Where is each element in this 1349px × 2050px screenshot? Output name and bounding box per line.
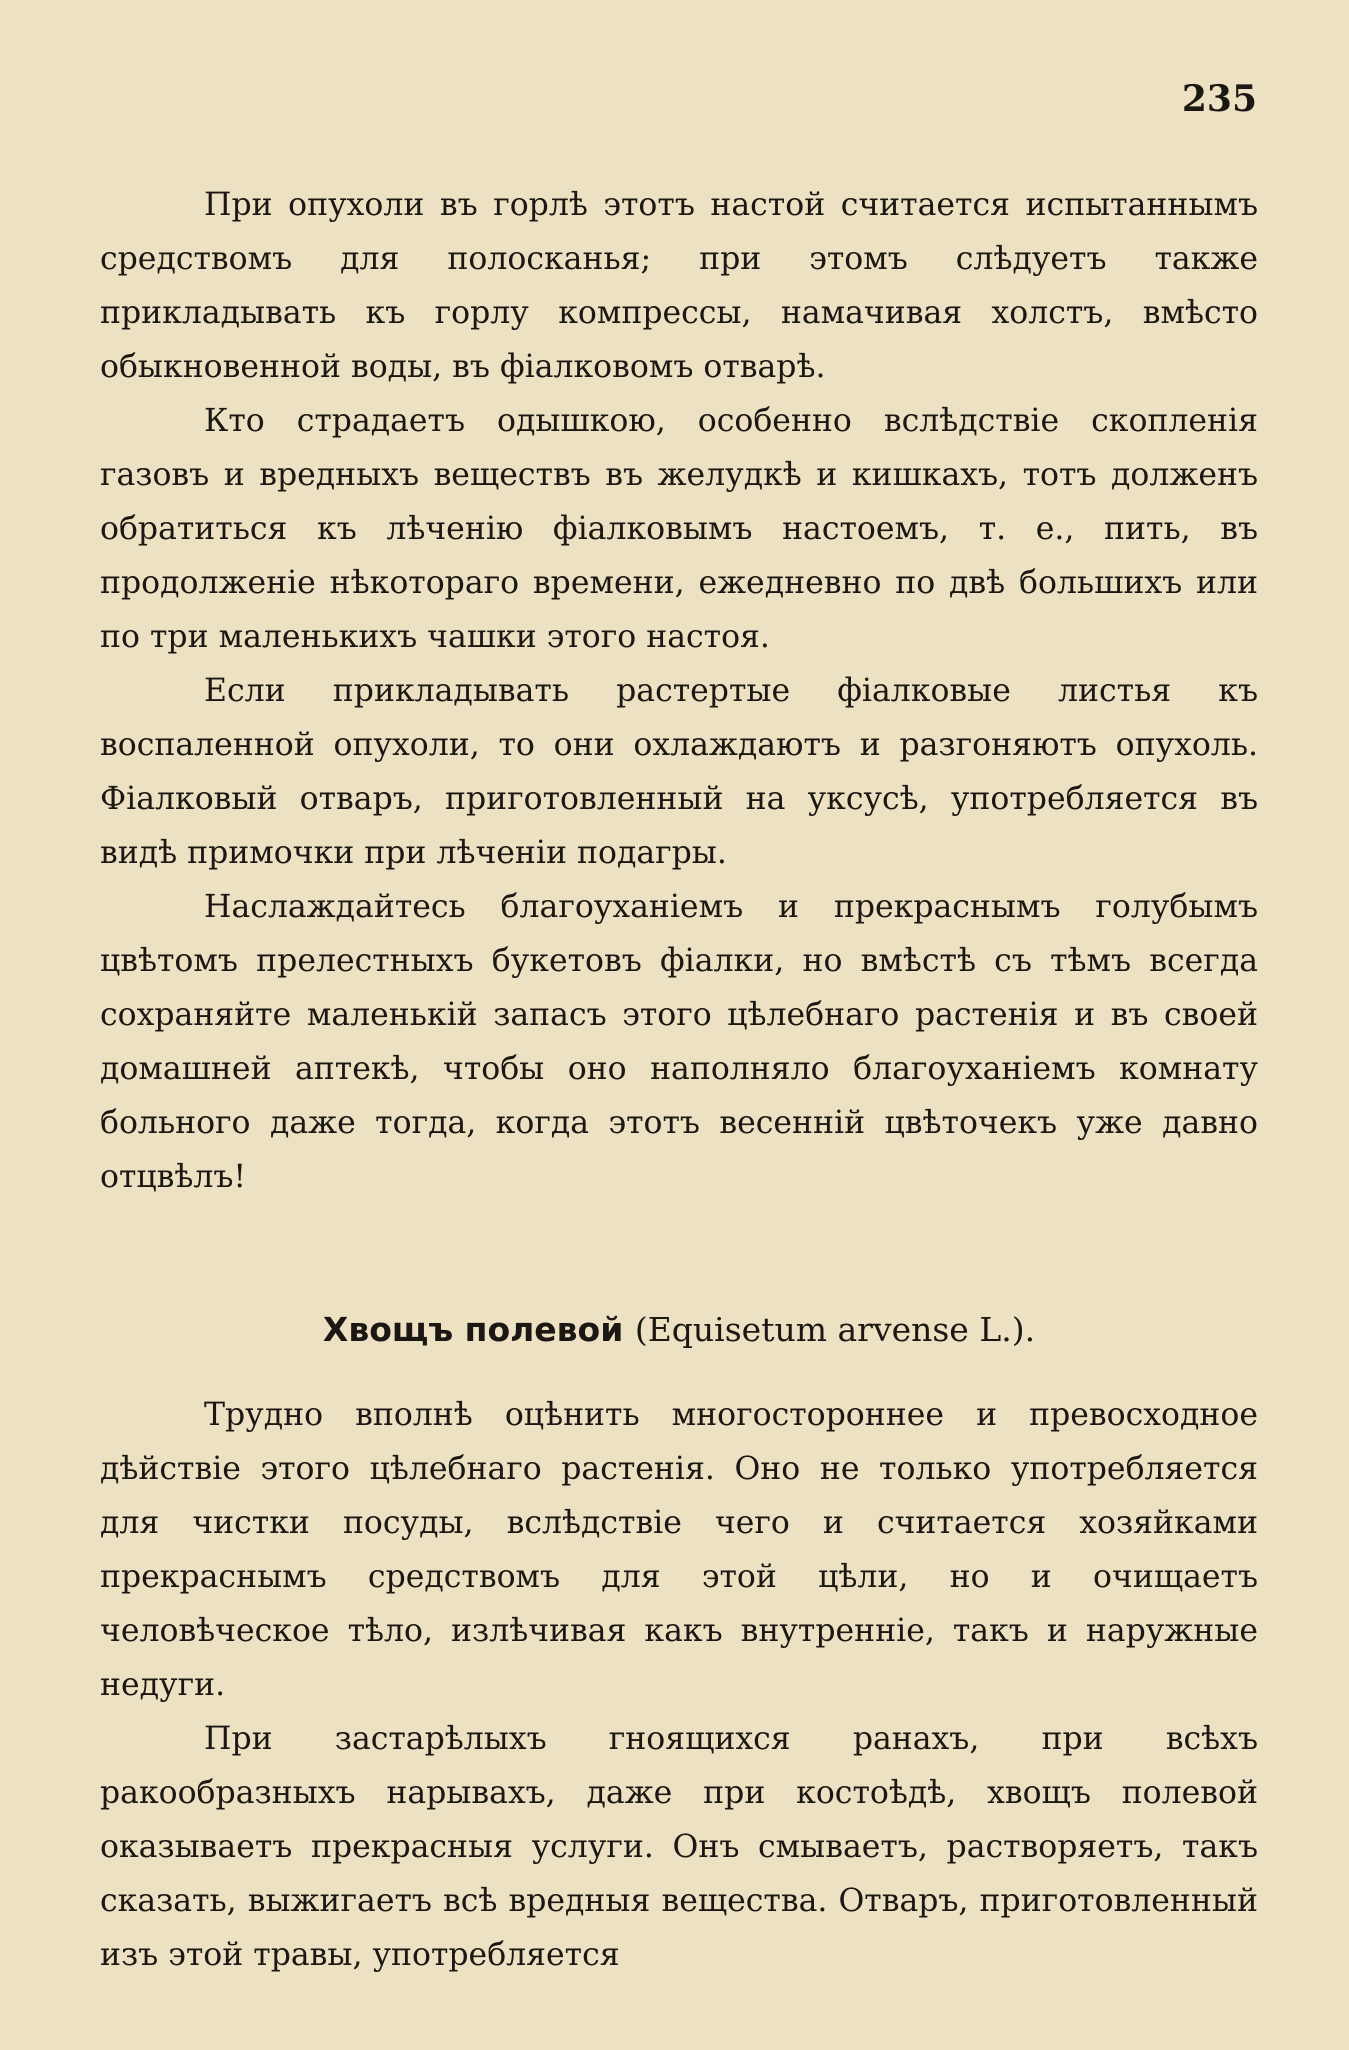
paragraph: При опухоли въ горлѣ этотъ настой считается испытаннымъ средствомъ для полосканья; при этомъ слѣдуетъ также прикладывать къ горлу компрессы, намачивая холстъ, вмѣсто обыкновенной воды, въ фіалковомъ отварѣ. — [100, 187, 1258, 385]
section-heading — [100, 1300, 1258, 1360]
section-title: Хвощъ полевой — [322, 1310, 624, 1349]
paragraph: Если прикладывать растертые фіалковые листья къ воспаленной опухоли, то они охлаждаютъ и разгоняютъ опухоль. Фіалковый отваръ, приготовленный на уксусѣ, употребляется въ видѣ примочки при лѣченіи подагры. — [100, 673, 1258, 871]
paragraph: Наслаждайтесь благоуханіемъ и прекраснымъ голубымъ цвѣтомъ прелестныхъ букетовъ фіалки, но вмѣстѣ съ тѣмъ всегда сохраняйте маленькій запасъ этого цѣлебнаго растенія и въ своей домашней аптекѣ, чтобы оно наполняло благоуханіемъ комнату больного даже тогда, когда этотъ весенній цвѣточекъ уже давно отцвѣлъ! — [100, 889, 1258, 1195]
page-number: 235 — [1181, 78, 1257, 120]
text-before-section — [100, 178, 1258, 1204]
section-heading-block — [100, 1300, 1258, 1360]
paragraph: При застарѣлыхъ гноящихся ранахъ, при всѣхъ ракообразныхъ нарывахъ, даже при костоѣдѣ, хвощъ полевой оказываетъ прекрасныя услуги. Онъ смываетъ, растворяетъ, такъ сказать, выжигаетъ всѣ вредныя вещества. Отваръ, приготовленный изъ этой травы, употребляется — [100, 1721, 1258, 1973]
text-after-section — [100, 1388, 1258, 1982]
section-latin-name: (Equisetum arvense L.). — [634, 1310, 1036, 1349]
paragraph: Кто страдаетъ одышкою, особенно вслѣдствіе скопленія газовъ и вредныхъ веществъ въ желудкѣ и кишкахъ, тотъ долженъ обратиться къ лѣченію фіалковымъ настоемъ, т. е., пить, въ продолженіе нѣкотораго времени, ежедневно по двѣ большихъ или по три маленькихъ чашки этого настоя. — [100, 403, 1258, 655]
paragraph: Трудно вполнѣ оцѣнить многостороннее и превосходное дѣйствіе этого цѣлебнаго растенія. Оно не только употребляется для чистки посуды, вслѣдствіе чего и считается хозяйками прекраснымъ средствомъ для этой цѣли, но и очищаетъ человѣческое тѣло, излѣчивая какъ внутренніе, такъ и наружные недуги. — [100, 1397, 1258, 1703]
